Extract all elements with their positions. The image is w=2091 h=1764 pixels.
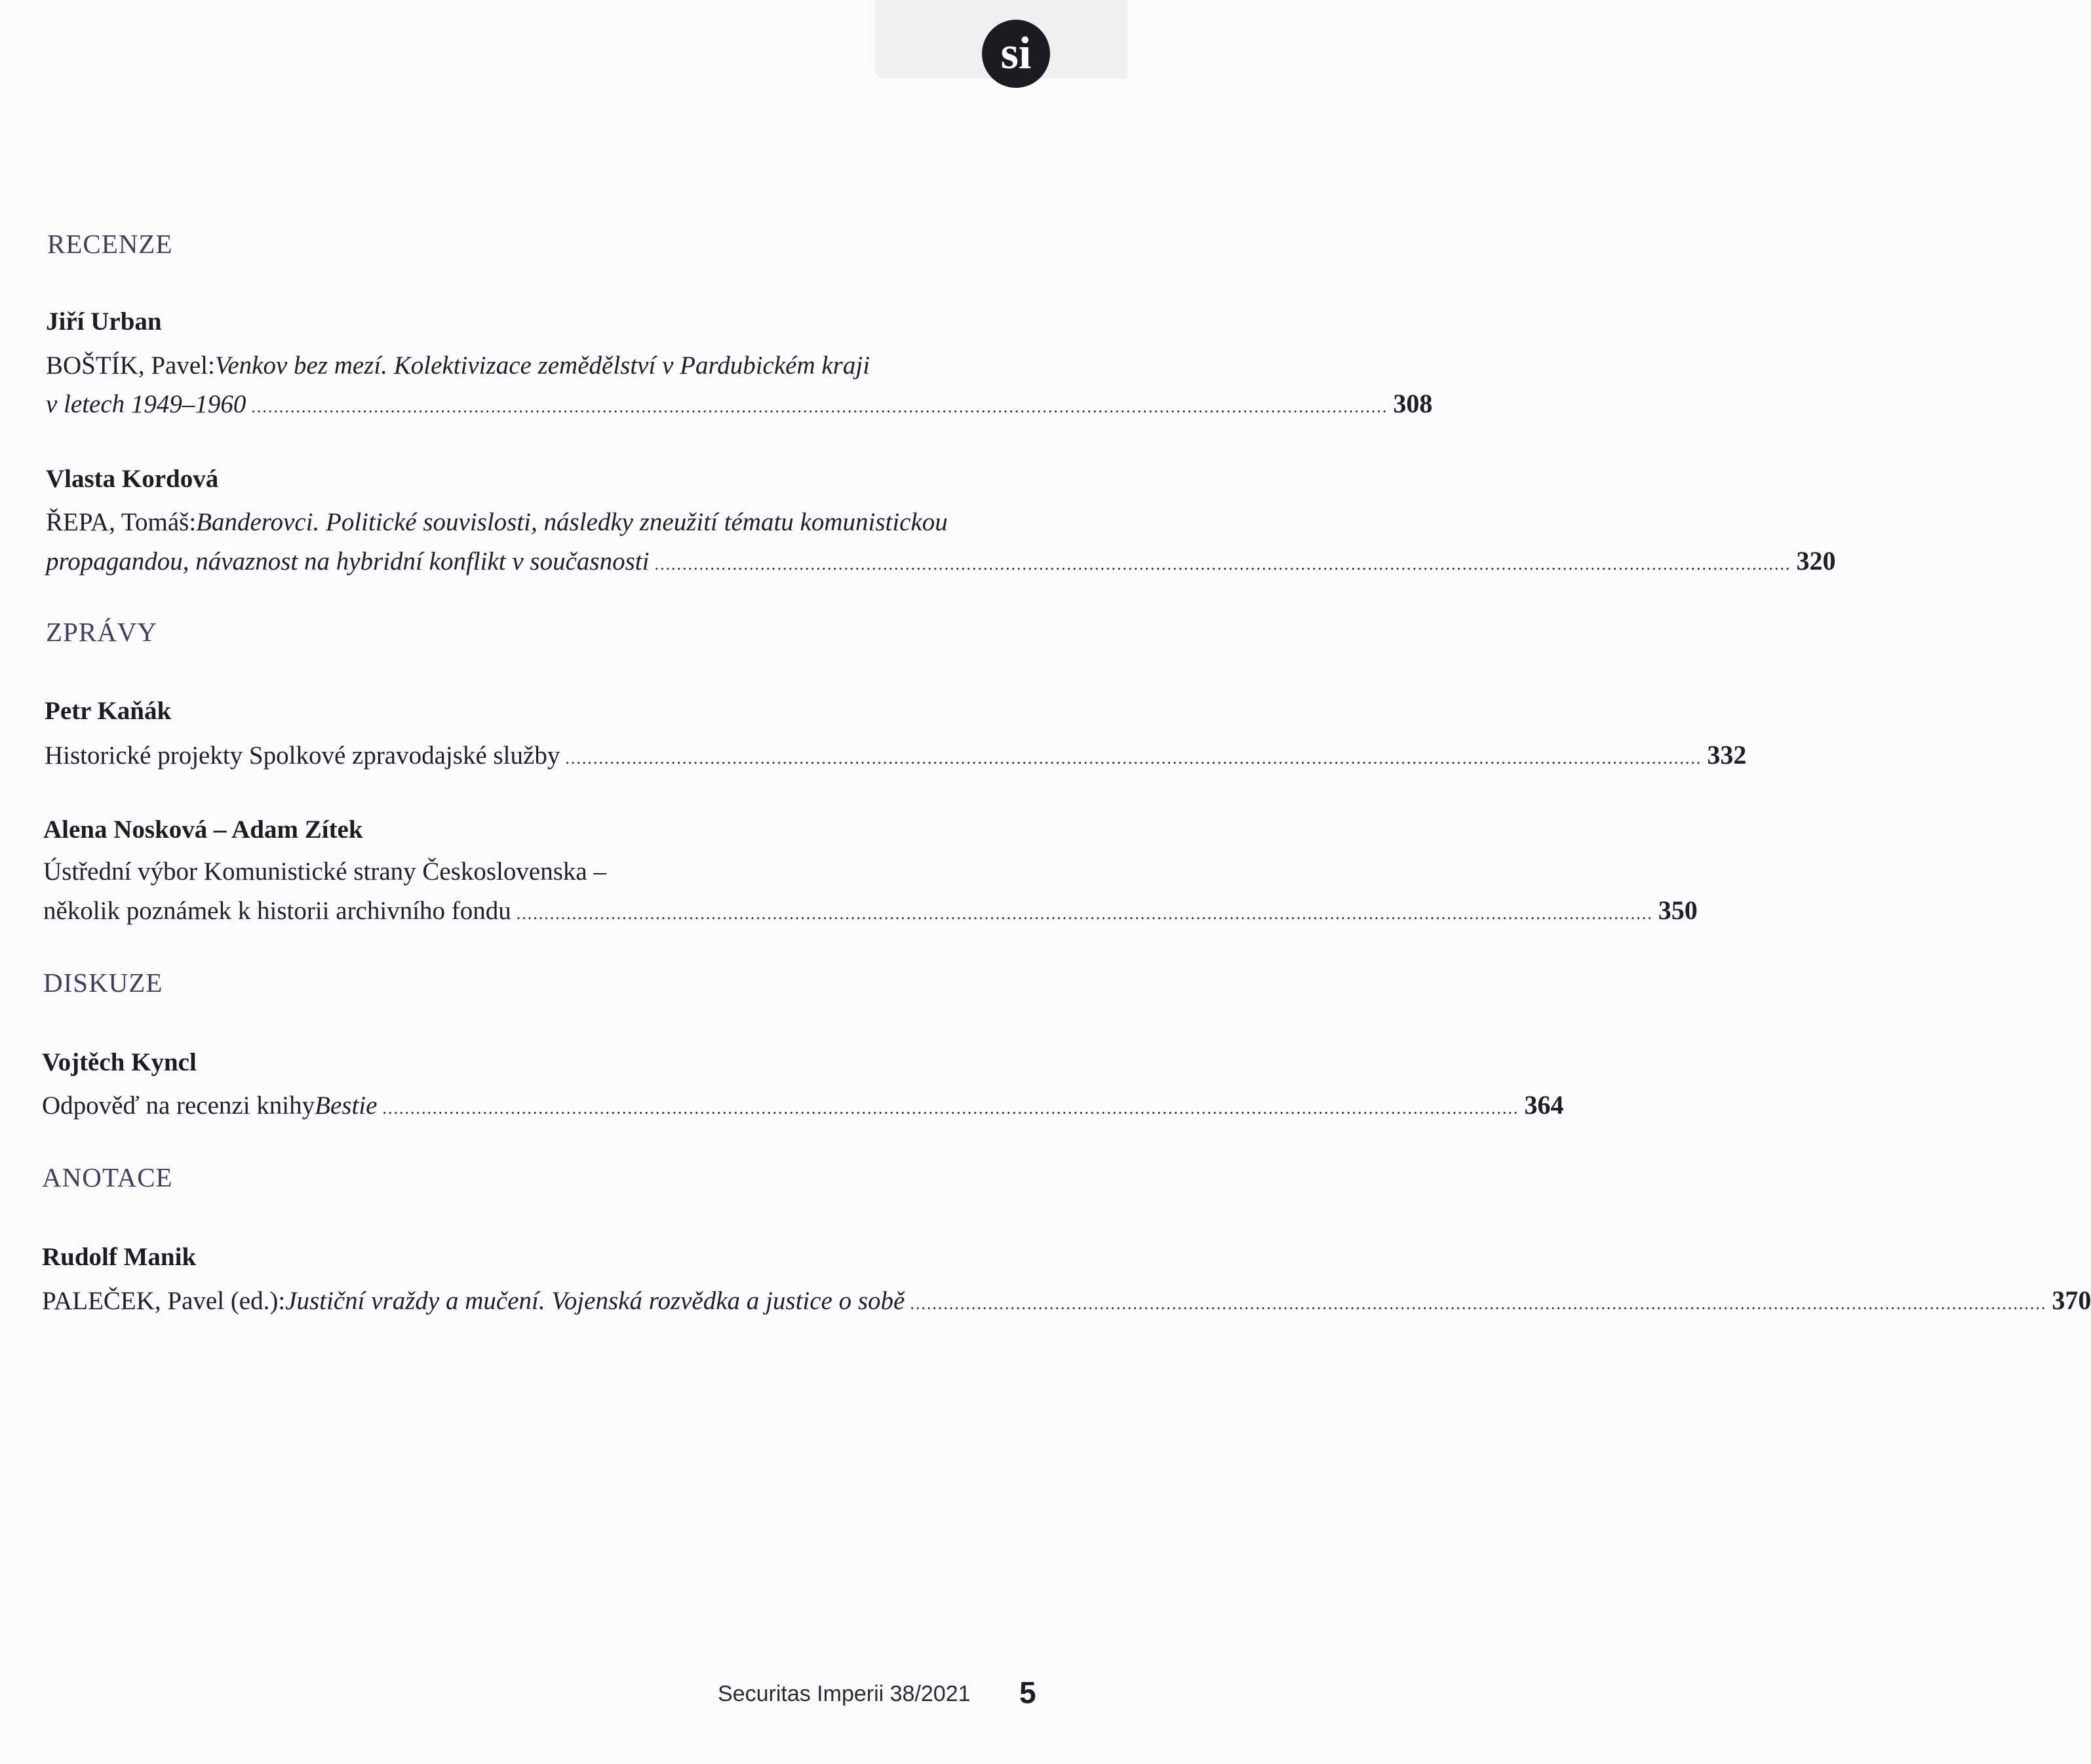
- entry-title-italic: Bestie: [315, 1091, 378, 1120]
- entry-author: Rudolf Manik: [42, 1243, 197, 1271]
- entry-author: Vojtěch Kyncl: [42, 1048, 197, 1076]
- leader-dots: ............................................................................................................................................................................................................: [654, 555, 1791, 574]
- entry-page-number[interactable]: 370: [2052, 1285, 2091, 1315]
- entry-title-line: [42, 1089, 1564, 1120]
- entry-title: Historické projekty Spolkové zpravodajské služby: [45, 741, 560, 770]
- entry-author: Jiří Urban: [46, 307, 162, 336]
- entry-title-line: [42, 1285, 2091, 1316]
- entry-title-line: [46, 507, 948, 537]
- entry-title-italic: v letech 1949–1960: [46, 390, 246, 418]
- entry-title-line: [45, 739, 1747, 770]
- leader-dots: ............................................................................................................................................................................................................: [251, 397, 1388, 416]
- entry-page-number[interactable]: 364: [1524, 1090, 1564, 1120]
- entry-page-number[interactable]: 320: [1796, 546, 1836, 576]
- entry-page-number[interactable]: 308: [1393, 389, 1433, 418]
- entry-author: Vlasta Kordová: [46, 465, 219, 493]
- leader-dots: ............................................................................................................................................................................................................: [910, 1294, 2047, 1313]
- entry-title-line-2: [46, 545, 1836, 576]
- entry-title-italic: Banderovci. Politické souvislosti, následky zneužití tématu komunistickou: [196, 508, 948, 536]
- section-heading-zpravy: ZPRÁVY: [46, 617, 158, 647]
- entry-title-prefix: BOŠTÍK, Pavel:: [46, 351, 215, 380]
- entry-title-line: [43, 857, 606, 886]
- entry-page-number[interactable]: 350: [1658, 895, 1698, 925]
- leader-dots: ............................................................................................................................................................................................................: [565, 749, 1702, 768]
- entry-title-line-2: [43, 895, 1698, 926]
- leader-dots: ............................................................................................................................................................................................................: [516, 904, 1653, 923]
- entry-page-number[interactable]: 332: [1707, 740, 1747, 770]
- entry-title-prefix: PALEČEK, Pavel (ed.):: [42, 1287, 286, 1315]
- entry-title-italic: Justiční vraždy a mučení. Vojenská rozvědka a justice o sobě: [285, 1287, 905, 1315]
- leader-dots: ............................................................................................................................................................................................................: [382, 1099, 1519, 1118]
- entry-title-line: [46, 351, 870, 380]
- entry-title-italic: propagandou, návaznost na hybridní konflikt v současnosti: [46, 547, 650, 576]
- entry-title-italic: Venkov bez mezí. Kolektivizace zemědělství v Pardubickém kraji: [214, 351, 870, 380]
- entry-title-prefix: ŘEPA, Tomáš:: [46, 508, 197, 536]
- section-heading-diskuze: DISKUZE: [43, 968, 163, 998]
- entry-title: několik poznámek k historii archivního fondu: [43, 897, 511, 925]
- entry-title: Ústřední výbor Komunistické strany Československa –: [43, 857, 606, 886]
- section-heading-anotace: ANOTACE: [42, 1162, 173, 1192]
- entry-author: Alena Nosková – Adam Zítek: [43, 815, 363, 844]
- entry-title-line-2: [46, 388, 1433, 419]
- entry-title-prefix: Odpověď na recenzi knihy: [42, 1091, 315, 1120]
- footer-journal-title: Securitas Imperii 38/2021: [718, 1681, 971, 1706]
- journal-logo-icon: [977, 14, 1055, 92]
- footer-page-number: 5: [1019, 1676, 1036, 1710]
- section-heading-recenze: RECENZE: [47, 229, 173, 259]
- entry-author: Petr Kaňák: [45, 697, 172, 725]
- svg-text:si: si: [1000, 28, 1032, 79]
